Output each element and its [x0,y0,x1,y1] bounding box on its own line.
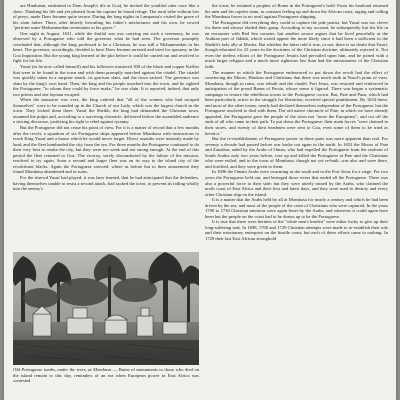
paragraph: For the shrewd Yusuf had played, it was later learned, that he had anticipated that the defenders, having themselves unable to resist a second attack, had sacked the town, to prevent its falling wholly into the enemy's [13,174,199,192]
paragraph: In 1696 the Omani Arabs were swarming in the south and in the Fort Jesus for a siege. For two years the Portuguese held out, and besieged those rivers that ended all the Portuguese. There was also a powerful force to their side; but they were utterly ruined by the Arabs, who claimed the north coast of East Africa and their first and latest days, and they were used to destroy and every other Christian ship on the island. [205,169,388,197]
caption-text: — Ruins of monuments to those who died on the island remain to this day, reminders of an era when European power in East Africa was contested. [13,367,199,384]
paragraph: Yusuf (as he now called himself) and his followers mustered 300 of the black and copper Kaffirs that were to be found in the town and with them promptly marched against the citadel. The citadel was quickly taken in a surprise attack, its garrison slain, and the town sacked. The governor was slain by the king's own hand. Then, the king and his people marched into the town, and he sighted the Portuguese, "to whom they could by force make," he was slain. It is reported, indeed, that only two priests and one layman escaped. [13,64,199,97]
paragraph: When the massacre was over, the king ordered that "all of the women who had escaped themselves" were to be rounded up in the Church of our Lady, which was the largest church in the town. They locked them there. Yusuf the Sheikh, the king had demanded the Christian town, assumed the pulpit and, according to a surviving chronicle, delivered before the assembled audience a stirring discourse, justifying his right to rebel against tyranny. [13,97,199,125]
caption-lead: Old Portuguese tombs, under the trees, at Mombasa [13,367,112,372]
paragraph: the town; he retained a prophet of Rome in the Portuguese's hold. From his boatload returned his men and his captive team, in constant feeling up and down the African coast, raging and calling the Mombasa forces to no avail against Portuguese shipping. [205,3,388,20]
figure-caption [13,367,199,384]
right-text-column [205,3,388,242]
paragraph: It is a matter that the Arabs held by all at Mombasa for nearly a century and which he had been driven by the sea, and most of the people of the coast of Christians who were captured. In the years 1700 to 1730 Christian missions were again beset by the Arabs, and wherever it could again have been but the people on the coast had to be drawn up to be the Portuguese. [205,197,388,219]
paragraph: It is true that there were hermits of the "white men's burden" were either lucky to give up their long-suffering task. In 1698, 1700 and 1729 Christian attempts were made to re-establish their role and their missionary enterprise on the hostile coast; but each of these efforts came to nothing. In 1729 their last East African stronghold [205,219,388,241]
paragraph: But the Portuguese did not cease his point of view. For it is a matter of record that a few months after the revolt, a squadron of six Portuguese ships appeared before Mombasa with instructions to reach King Yusuf and a house which he would never forget. Direct assaults were instantly made by land, and the fleet bombarded the city from the sea. For three months the Portuguese continued to do their very best to retake the city, but they were too weak and not strong enough. At the end of this period the fleet returned to Goa. The viceroy, sorely discomforted by the failure of the mission, resolved to try again. Soon a second and larger fleet was on its way to the island city of the recalcitrant blacks. Again the Portuguese stressed, where as before but to their amazement they found Mombasa abandoned and in ruins. [13,125,199,175]
tombs-photograph [13,252,199,365]
paragraph: But the re-establishment of Portuguese power in these parts was more apparent than real. For seventy a decade had passed before war broke out again in the north. In 1652 the Moors of Pate and Zanzibar, aided by the Arabs of Oman, who had expelled the Portuguese from the seafront of South Arabia only two years before, rose up and killed the Portuguese at Pate and the Christians who were exiled, and in the town of Mombasa; though not yet re-built, was also and were there, and fortified, and they were given to them. [205,136,388,169]
paragraph: One night in August, 1631, while the dutiful son was carrying out such a ceremony, he was observed by a Portuguese who told the governor what he had seen. The governor promptly concluded that, although the king professed to be a Christian, he was still a Mohammedan in his heart. The governor, accordingly, decided to have Dom Jeronne arrested and tried for apostasy in the Goa Inquisition. But the young king learned of the plot before it could be carried out and resolved to fight for his life. [13,30,199,64]
paragraph: The manner in which the Portuguese endeavored to put down the revolt had the effect of convincing the Moors, Hindoos and Christians that there was much truth in Yusuf's point of view. Mombasa, though in ruins, was rebuilt and the citadel, Fort Jesus, was restored and reinforced in anticipation of the proud Banas of Persia, whose sense it figured. There was begun a systematic campaign to restore the rebellious towns to the Portuguese crown. But, Pate and Paza, which had been particularly active in the struggle for liberation, received special punishment. By 1634 these, and most of the other towns, nearly had declared themselves independent of the Portuguese, but the Portuguese resolved to deal with them. The old native chronicle of Pate, in which we have already appealed, the Portuguese gave the people of the town not "more the Europeans", and cut off the ends of all who came in their path. To put down the Portuguese, their main forces "were chained in their stores, and twenty of their headmen were sent to Goa, even some of them to be tried as heretics." [205,69,388,136]
paragraph: are Hinduism, enshrined in Dom Joseph's tile at Goa), he invited the youthful ruler once like a slave. Thinking his life and yet pleased from his capture he found refuge. The rural tribe without lots of preys, made Dom Jeronne quite secure. During the long nights in Lamponsa's visited the grave of his slain father. There, after bitterly bewailing his father's misfortunes and his own, he vowed "perform some Mohammedan ceremonies at his grave." [13,3,199,31]
document-page [4,0,396,400]
left-text-column [13,3,199,192]
paragraph: The Portuguese did everything they could to capture the jade patriot, but Yusuf was too clever for them and always eluded their grasp. According to my account, he subsequently lost his life in an encounter with Red Sea corsairs; but another source argues that he lived peacefully at the Arabian port of Jiddah, which would appear the more likely since it had been a sufficient to the Sheikh's lady ally at Mocha. But whether the latter told it true, or not, there is no doubt that Yusuf, though educated for 23 years in the doctrines of the Christian doctrine, ultimately rejected it. Not even the tireless efforts of the Portuguese Jesuits had prevailed upon him, and he joined with a much larger religion and a much more righteous law than had the missionaries of the Christian faith. [205,19,388,70]
